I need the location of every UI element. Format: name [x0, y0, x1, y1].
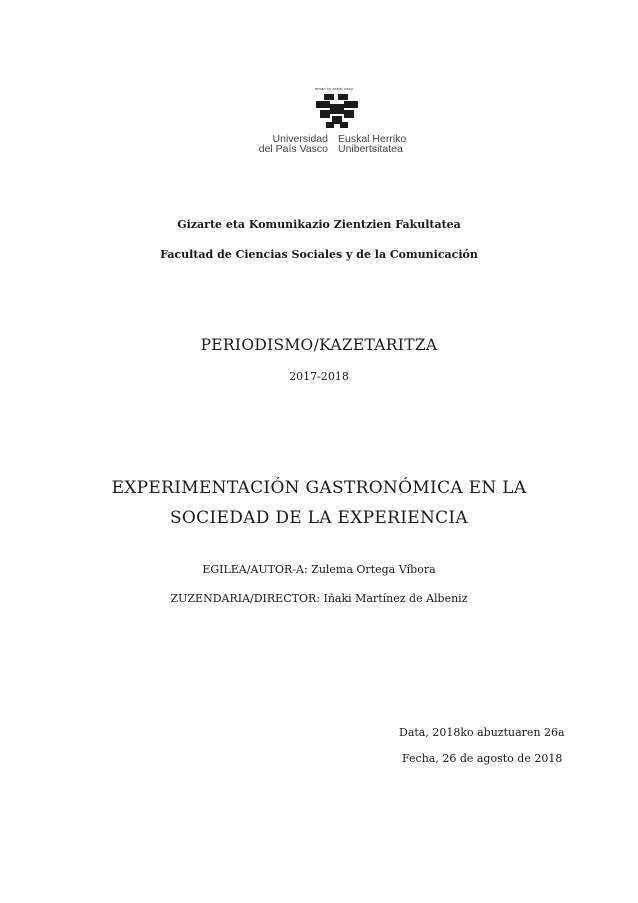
faculty-name-basque: Gizarte eta Komunikazio Zientzien Fakultatea	[177, 218, 461, 231]
thesis-author: EGILEA/AUTOR-A: Zulema Ortega Víbora	[202, 563, 436, 576]
thesis-title-line2: SOCIEDAD DE LA EXPERIENCIA	[169, 508, 469, 528]
faculty-name-spanish: Facultad de Ciencias Sociales y de la Comunicación	[160, 248, 478, 261]
thesis-title-line1: EXPERIMENTACIÓN GASTRONÓMICA EN LA	[111, 478, 527, 498]
logo-tagline: eman ta zabal zazu	[315, 86, 354, 91]
thesis-director: ZUZENDARIA/DIRECTOR: Iñaki Martínez de Albeniz	[170, 592, 468, 605]
logo-name-basque: Euskal Herriko Unibertsitatea	[338, 133, 407, 155]
logo-name-spanish: Universidad del País Vasco	[258, 133, 328, 155]
date-basque: Data, 2018ko abuztuaren 26a	[399, 726, 565, 739]
university-emblem-icon	[306, 92, 368, 132]
date-spanish: Fecha, 26 de agosto de 2018	[402, 752, 563, 765]
program-name: PERIODISMO/KAZETARITZA	[200, 336, 438, 354]
academic-year: 2017-2018	[289, 370, 349, 383]
